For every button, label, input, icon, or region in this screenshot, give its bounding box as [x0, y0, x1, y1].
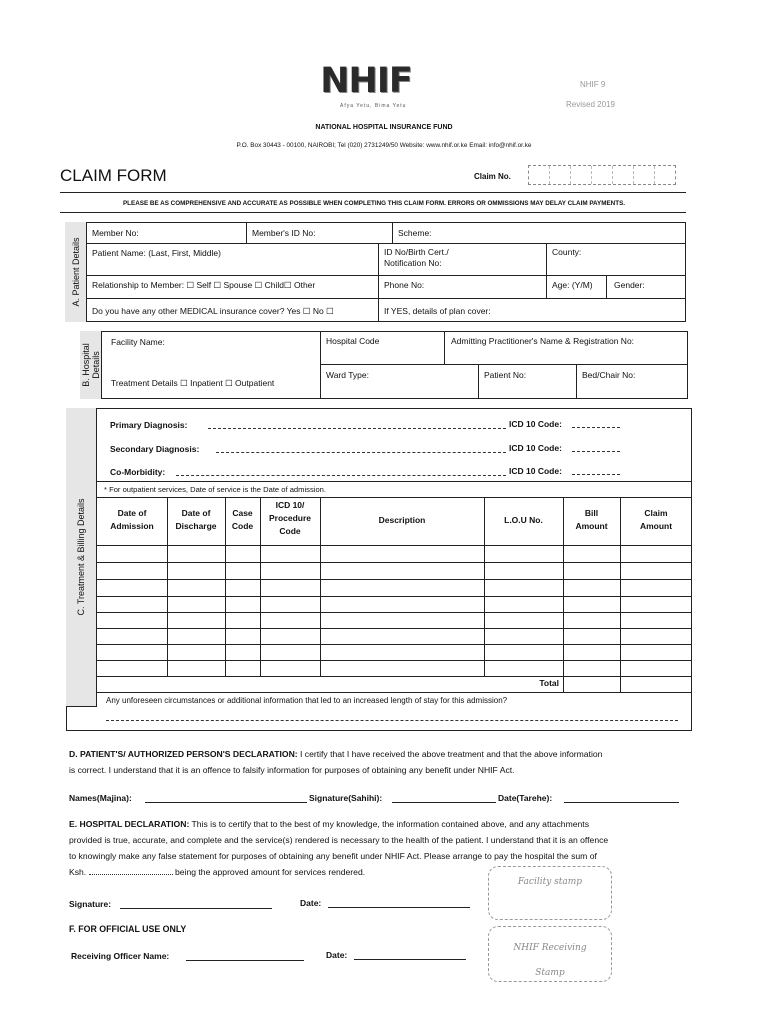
b-col-line: [444, 331, 445, 364]
a-col-line: [606, 275, 607, 298]
id-no-label-1: ID No/Birth Cert./: [384, 247, 449, 257]
a-col-line: [246, 222, 247, 243]
section-a-tab: [65, 222, 87, 322]
table-col-line: [260, 497, 261, 676]
patient-no-field[interactable]: Patient No:: [484, 370, 527, 380]
table-col-line: [620, 497, 621, 692]
id-no-field[interactable]: [384, 247, 449, 269]
secondary-diagnosis-input[interactable]: [216, 452, 506, 453]
a-col-line: [378, 243, 379, 322]
primary-icd-input[interactable]: [572, 427, 620, 428]
section-d-heading: D. PATIENT'S/ AUTHORIZED PERSON'S DECLARATION:: [69, 749, 298, 759]
table-col-line: [167, 497, 168, 676]
col-case-code: Case Code: [231, 508, 254, 531]
unforeseen-input[interactable]: [106, 720, 678, 721]
tab-bottom-rule: [66, 706, 97, 707]
other-cover-field[interactable]: Do you have any other MEDICAL insurance cover? Yes ☐ No ☐: [92, 306, 334, 316]
receiving-officer-input[interactable]: [186, 960, 304, 961]
treatment-details-field[interactable]: Treatment Details ☐ Inpatient ☐ Outpatient: [111, 378, 275, 388]
claim-no-label: Claim No.: [474, 172, 511, 181]
facility-name-field[interactable]: Facility Name:: [111, 337, 165, 347]
member-no-field[interactable]: Member No:: [92, 228, 139, 238]
practitioner-field[interactable]: Admitting Practitioner's Name & Registration No:: [451, 336, 635, 346]
co-morbidity-icd-input[interactable]: [572, 474, 620, 475]
a-row-line: [87, 275, 686, 276]
ksh-text: being the approved amount for services rendered.: [172, 867, 366, 877]
claim-no-field[interactable]: [528, 165, 676, 185]
plan-details-field[interactable]: If YES, details of plan cover:: [384, 306, 491, 316]
receiving-stamp-label: NHIF Receiving Stamp: [513, 943, 587, 978]
total-rule: [97, 692, 692, 693]
a-col-line: [392, 222, 393, 243]
nhif-logo: NHIF: [320, 61, 412, 101]
icd-code-label: ICD 10 Code:: [509, 466, 562, 476]
table-row[interactable]: [97, 612, 692, 613]
section-f-heading: F. FOR OFFICIAL USE ONLY: [69, 924, 187, 934]
section-e-declaration: [69, 816, 691, 864]
receiving-officer-label: Receiving Officer Name:: [71, 951, 170, 961]
hospital-signature-label: Signature:: [69, 899, 112, 909]
table-row[interactable]: [97, 644, 692, 645]
facility-stamp-label: Facility stamp: [517, 877, 583, 887]
hospital-date-label: Date:: [300, 898, 322, 908]
revised-label: Revised 2019: [566, 100, 615, 109]
ward-type-field[interactable]: Ward Type:: [326, 370, 369, 380]
section-e-text-1: This is to certify that to the best of my knowledge, the information contained above, and any attachments: [189, 819, 589, 829]
gender-field[interactable]: Gender:: [614, 280, 645, 290]
section-d-declaration: [69, 746, 691, 778]
hospital-date-input[interactable]: [328, 907, 470, 908]
official-date-label: Date:: [326, 950, 348, 960]
section-b-title: B. Hospital Details: [80, 343, 101, 387]
a-row-line: [87, 298, 686, 299]
scheme-field[interactable]: Scheme:: [398, 228, 432, 238]
table-row[interactable]: [97, 596, 692, 597]
b-row-line: [320, 364, 688, 365]
col-lou-no: L.O.U No.: [504, 515, 543, 525]
icd-code-label: ICD 10 Code:: [509, 443, 562, 453]
members-id-field[interactable]: Member's ID No:: [252, 228, 316, 238]
col-date-discharge: Date of Discharge: [175, 508, 217, 531]
b-col-line: [320, 331, 321, 399]
signature-input[interactable]: [392, 802, 496, 803]
official-date-input[interactable]: [354, 959, 466, 960]
names-label: Names(Majina):: [69, 793, 132, 803]
col-description: Description: [378, 515, 426, 525]
a-row-line: [87, 243, 686, 244]
ksh-label: Ksh.: [69, 867, 87, 877]
signature-label: Signature(Sahihi):: [309, 793, 383, 803]
bed-chair-field[interactable]: Bed/Chair No:: [582, 370, 636, 380]
section-b-tab: [80, 331, 102, 399]
primary-diagnosis-label: Primary Diagnosis:: [110, 420, 188, 430]
ksh-line: [69, 864, 365, 880]
table-col-line: [484, 497, 485, 676]
date-label: Date(Tarehe):: [498, 793, 553, 803]
table-col-line: [563, 497, 564, 692]
phone-field[interactable]: Phone No:: [384, 280, 425, 290]
section-a-title: A. Patient Details: [70, 237, 81, 307]
secondary-icd-input[interactable]: [572, 451, 620, 452]
co-morbidity-input[interactable]: [176, 475, 506, 476]
org-address: P.O. Box 30443 - 00100, NAIROBI; Tel (020) 2731249/50 Website: www.nhif.or.ke Email: info@nhif.or.ke: [236, 142, 532, 149]
c-divider: [97, 481, 692, 482]
table-col-line: [225, 497, 226, 676]
table-col-line: [320, 497, 321, 676]
section-e-heading: E. HOSPITAL DECLARATION:: [69, 819, 190, 829]
relationship-field[interactable]: Relationship to Member: ☐ Self ☐ Spouse ☐ Child☐ Other: [92, 280, 316, 290]
c-divider: [97, 497, 692, 498]
table-header-rule: [97, 545, 692, 546]
instruction-text: PLEASE BE AS COMPREHENSIVE AND ACCURATE AS POSSIBLE WHEN COMPLETING THIS CLAIM FORM. ERRORS OR OMMISSIONS MAY DELAY CLAIM PAYMENTS.: [122, 200, 626, 207]
table-row[interactable]: [97, 676, 692, 677]
patient-name-field[interactable]: Patient Name: (Last, First, Middle): [92, 248, 221, 258]
table-row[interactable]: [97, 628, 692, 629]
unforeseen-label: Any unforeseen circumstances or additional information that led to an increased length of stay for this admission?: [106, 696, 508, 705]
section-c-title: C. Treatment & Billing Details: [76, 498, 86, 616]
section-d-text-2: is correct. I understand that it is an offence to falsify information for purposes of obtaining any benefit under NHIF Act.: [69, 765, 515, 775]
county-field[interactable]: County:: [552, 247, 582, 257]
outpatient-note: * For outpatient services, Date of service is the Date of admission.: [104, 485, 327, 494]
page-title: CLAIM FORM: [60, 166, 167, 185]
table-row[interactable]: [97, 562, 692, 563]
col-icd-procedure: ICD 10/ Procedure Code: [268, 500, 312, 536]
title-rule: [60, 192, 686, 193]
b-col-line: [478, 364, 479, 399]
org-name: NATIONAL HOSPITAL INSURANCE FUND: [315, 124, 453, 131]
form-code: NHIF 9: [580, 80, 606, 89]
names-input[interactable]: [145, 802, 307, 803]
ksh-amount-input[interactable]: [89, 874, 173, 875]
instruction-rule: [60, 212, 686, 213]
age-field[interactable]: Age: (Y/M): [552, 280, 593, 290]
id-no-label-2: Notification No:: [384, 258, 442, 268]
section-e-text-2: provided is true, accurate, and complete and the service(s) rendered is necessary to the health of the patient. I understand that it is an offence: [69, 835, 609, 845]
secondary-diagnosis-label: Secondary Diagnosis:: [110, 444, 200, 454]
facility-stamp-box: [488, 866, 612, 920]
section-d-text-1: I certify that I have received the above treatment and that the above information: [297, 749, 603, 759]
primary-diagnosis-input[interactable]: [208, 428, 506, 429]
table-row[interactable]: [97, 579, 692, 580]
col-bill-amount: Bill Amount: [575, 508, 608, 531]
table-row[interactable]: [97, 660, 692, 661]
section-c-box: [66, 408, 692, 731]
receiving-stamp-box: [488, 926, 612, 982]
section-c-tab: [66, 408, 97, 706]
hospital-code-field[interactable]: Hospital Code: [326, 336, 380, 346]
b-col-line: [576, 364, 577, 399]
col-claim-amount: Claim Amount: [639, 508, 673, 531]
a-col-line: [546, 243, 547, 298]
icd-code-label: ICD 10 Code:: [509, 419, 562, 429]
col-date-admission: Date of Admission: [110, 508, 154, 531]
total-label: Total: [539, 678, 559, 688]
logo-tagline: Afya Yetu, Bima Yetu: [340, 103, 407, 109]
date-input[interactable]: [564, 802, 679, 803]
section-e-text-3: to knowingly make any false statement for purposes of obtaining any benefit under NHIF Act. Please arrange to pay the hospital the sum of: [69, 851, 597, 861]
co-morbidity-label: Co-Morbidity:: [110, 467, 166, 477]
hospital-signature-input[interactable]: [120, 908, 272, 909]
